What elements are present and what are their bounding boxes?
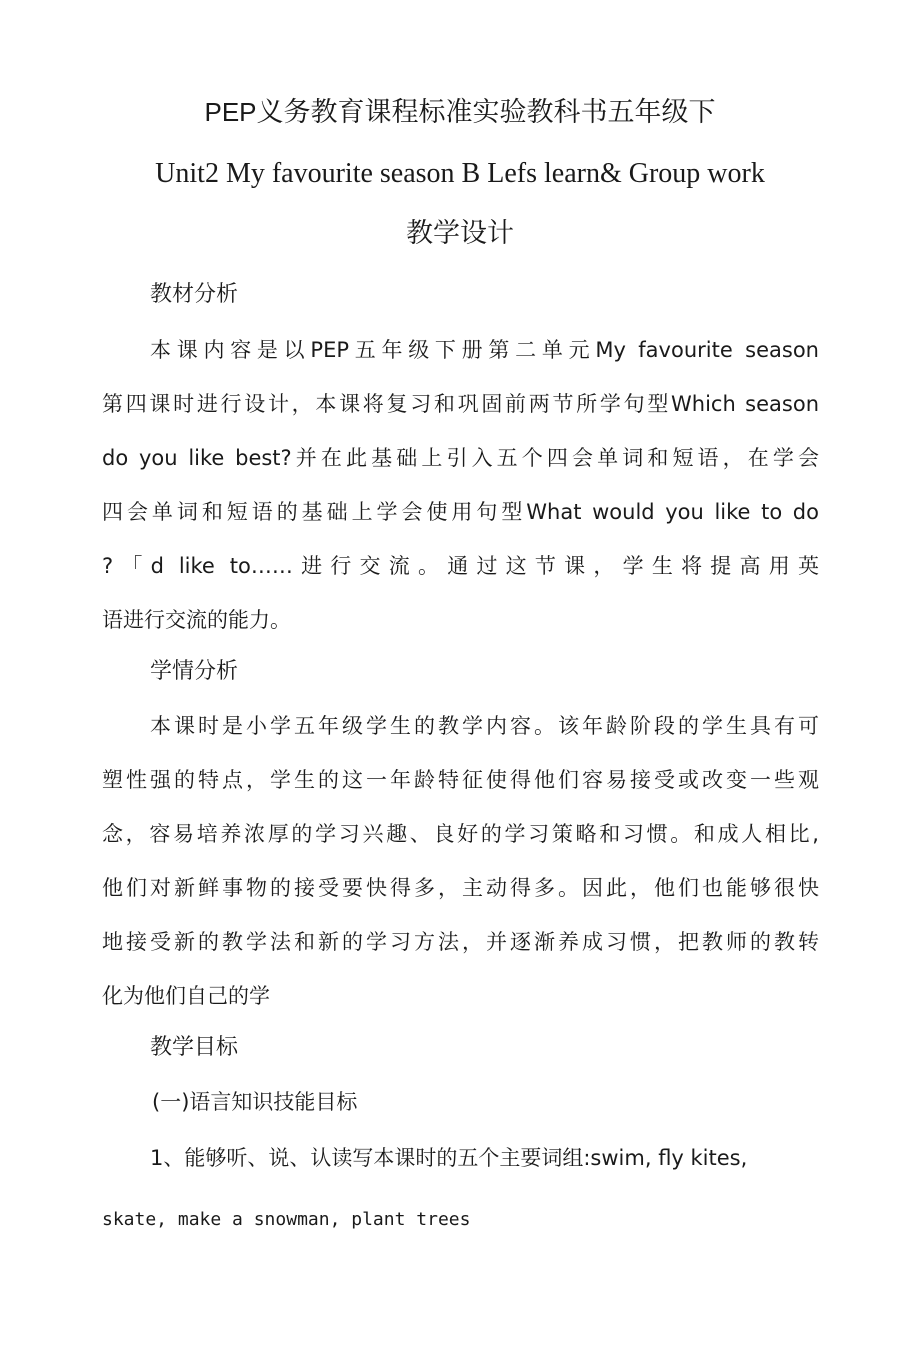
material-line-3: do you like best?并在此基础上引入五个四会单词和短语，在学会 [102,446,819,470]
material-line-1: 本课内容是以PEP五年级下册第二单元My favourite season [150,338,819,362]
goals-item-1-line-2: skate, make a snowman, plant trees [102,1209,471,1230]
title-prefix: PEP [204,97,257,127]
section-heading-goals: 教学目标 [150,1035,239,1060]
students-line-5: 地接受新的教学法和新的学习方法，并逐渐养成习惯，把教师的教转 [102,930,819,954]
title-rest: 义务教育课程标准实验教科书五年级下 [256,97,716,128]
section-heading-material: 教材分析 [150,282,239,307]
students-line-3: 念，容易培养浓厚的学习兴趣、良好的学习策略和习惯。和成人相比, [102,822,819,846]
students-line-1: 本课时是小学五年级学生的教学内容。该年龄阶段的学生具有可 [150,714,819,738]
goals-item-1-line-1: 1、能够听、说、认读写本课时的五个主要词组:swim, fly kites, [150,1146,748,1170]
section-heading-students: 学情分析 [150,659,239,684]
material-line-4: 四会单词和短语的基础上学会使用句型What would you like to do [102,500,819,524]
document-type: 教学设计 [406,218,514,249]
students-line-2: 塑性强的特点，学生的这一年龄特征使得他们容易接受或改变一些观 [102,768,819,792]
material-line-2: 第四课时进行设计，本课将复习和巩固前两节所学句型Which season [102,392,819,416]
students-line-6: 化为他们自己的学 [102,984,270,1008]
document-subtitle: Unit2 My favourite season B Lefs learn& Group work [155,158,765,189]
document-title [0,92,920,133]
goals-sub-heading: (一)语言知识技能目标 [152,1090,358,1114]
material-line-5: ?「d like to……进行交流。通过这节课，学生将提高用英 [102,554,819,578]
material-line-6: 语进行交流的能力。 [102,608,291,632]
students-line-4: 他们对新鲜事物的接受要快得多，主动得多。因此，他们也能够很快 [102,876,819,900]
